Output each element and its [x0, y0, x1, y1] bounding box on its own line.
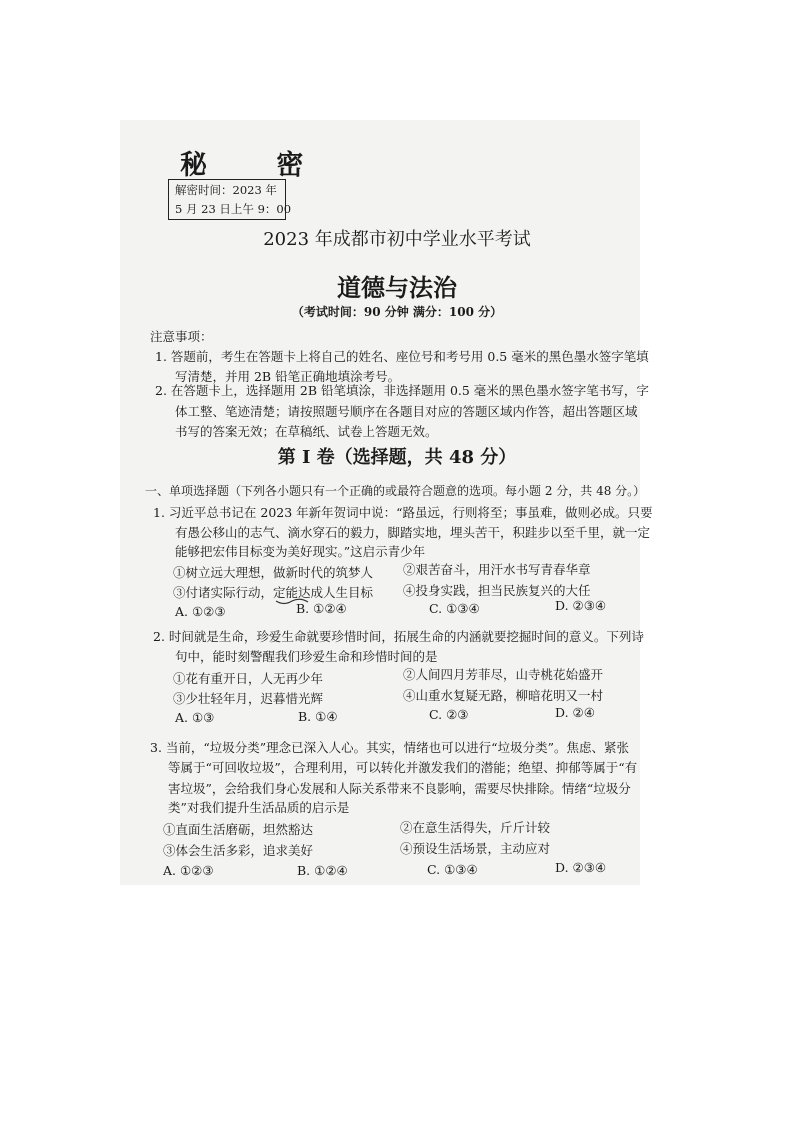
- question-3-line: 害垃圾”，会给我们身心发展和人际关系带来不良影响，需要尽快排除。情绪“垃圾分: [168, 781, 631, 796]
- question-1-line: 1. 习近平总书记在 2023 年新年贺词中说：“路虽远，行则将至；事虽难，做则必成。只要: [153, 505, 653, 520]
- q2-choice-b: B. ①④: [298, 709, 338, 724]
- q3-item-1: ①直面生活磨砺，坦然豁达: [163, 822, 314, 837]
- note-line: 体工整、笔迹清楚；请按照题号顺序在各题目对应的答题区域内作答，超出答题区域: [175, 404, 638, 419]
- section-title: 第 Ⅰ 卷（选择题，共 48 分）: [277, 447, 517, 468]
- question-2-line: 2. 时间就是生命，珍爱生命就要珍惜时间，拓展生命的内涵就要挖掘时间的意义。下列诗: [153, 629, 644, 644]
- question-1-line: 有愚公移山的志气、滴水穿石的毅力，脚踏实地，埋头苦干，积跬步以至千里，就一定: [175, 525, 651, 540]
- question-3-line: 等属于“可回收垃圾”，合理利用，可以转化并激发我们的潜能；绝望、抑郁等属于“有: [168, 760, 638, 775]
- q1-choice-d: D. ②③④: [555, 598, 607, 613]
- q3-item-2: ②在意生活得失，斤斤计较: [400, 820, 551, 835]
- q3-choice-b: B. ①②④: [297, 863, 348, 878]
- q2-choice-c: C. ②③: [429, 707, 469, 722]
- note-line: 2. 在答题卡上，选择题用 2B 铅笔填涂，非选择题用 0.5 毫米的黑色墨水签字笔书写，字: [155, 383, 649, 398]
- q2-item-2: ②人间四月芳菲尽，山寺桃花始盛开: [403, 667, 604, 682]
- q3-item-4: ④预设生活场景，主动应对: [400, 841, 551, 856]
- note-line: 书写的答案无效；在草稿纸、试卷上答题无效。: [175, 424, 438, 439]
- q3-choice-d: D. ②③④: [555, 860, 607, 875]
- part-intro: 一、单项选择题（下列各小题只有一个正确的或最符合题意的选项。每小题 2 分，共 48 分。）: [145, 484, 646, 498]
- q2-item-3: ③少壮轻年月，迟暮惜光辉: [173, 691, 324, 706]
- note-line: 1. 答题前，考生在答题卡上将自己的姓名、座位号和考号用 0.5 毫米的黑色墨水签字笔填: [155, 349, 649, 364]
- q1-item-2: ②艰苦奋斗，用汗水书写青春华章: [403, 562, 591, 577]
- notes-heading: 注意事项：: [150, 329, 213, 344]
- q3-choice-a: A. ①②③: [163, 863, 214, 878]
- q2-choice-d: D. ②④: [555, 705, 595, 720]
- q2-item-1: ①花有重开日，人无再少年: [173, 671, 324, 686]
- q2-item-4: ④山重水复疑无路，柳暗花明又一村: [403, 688, 604, 703]
- q1-choice-c: C. ①③④: [429, 601, 480, 616]
- note-line: 写清楚，并用 2B 铅笔正确地填涂考号。: [175, 369, 401, 384]
- declassification-box: [168, 179, 292, 220]
- q1-item-4: ④投身实践，担当民族复兴的大任: [403, 583, 591, 598]
- handwritten-underline: [275, 598, 309, 606]
- q1-choice-b: B. ①②④: [296, 601, 347, 616]
- question-3-line: 类”对我们提升生活品质的启示是: [168, 800, 350, 815]
- declass-line-1: 解密时间：2023 年: [175, 183, 277, 197]
- question-2-line: 句中，能时刻警醒我们珍爱生命和珍惜时间的是: [175, 649, 438, 664]
- exam-title: 2023 年成都市初中学业水平考试: [263, 229, 531, 250]
- subject-title: 道德与法治: [337, 273, 457, 302]
- declass-line-2: 5 月 23 日上午 9：00: [175, 202, 292, 216]
- question-3-line: 3. 当前，“垃圾分类”理念已深入人心。其实，情绪也可以进行“垃圾分类”。焦虑、紧张: [150, 740, 629, 755]
- question-1-line: 能够把宏伟目标变为美好现实。”这启示青少年: [175, 544, 426, 559]
- q1-item-3: ③付诸实际行动，定能达成人生目标: [173, 585, 374, 600]
- q1-choice-a: A. ①②③: [175, 604, 226, 619]
- q1-item-1: ①树立远大理想，做新时代的筑梦人: [173, 565, 374, 580]
- q3-item-3: ③体会生活多彩，追求美好: [163, 843, 314, 858]
- q2-choice-a: A. ①③: [175, 710, 215, 725]
- exam-info: （考试时间：90 分钟 满分：100 分）: [291, 305, 503, 319]
- q3-choice-c: C. ①③④: [427, 862, 478, 877]
- secret-label: 秘 密: [180, 150, 334, 181]
